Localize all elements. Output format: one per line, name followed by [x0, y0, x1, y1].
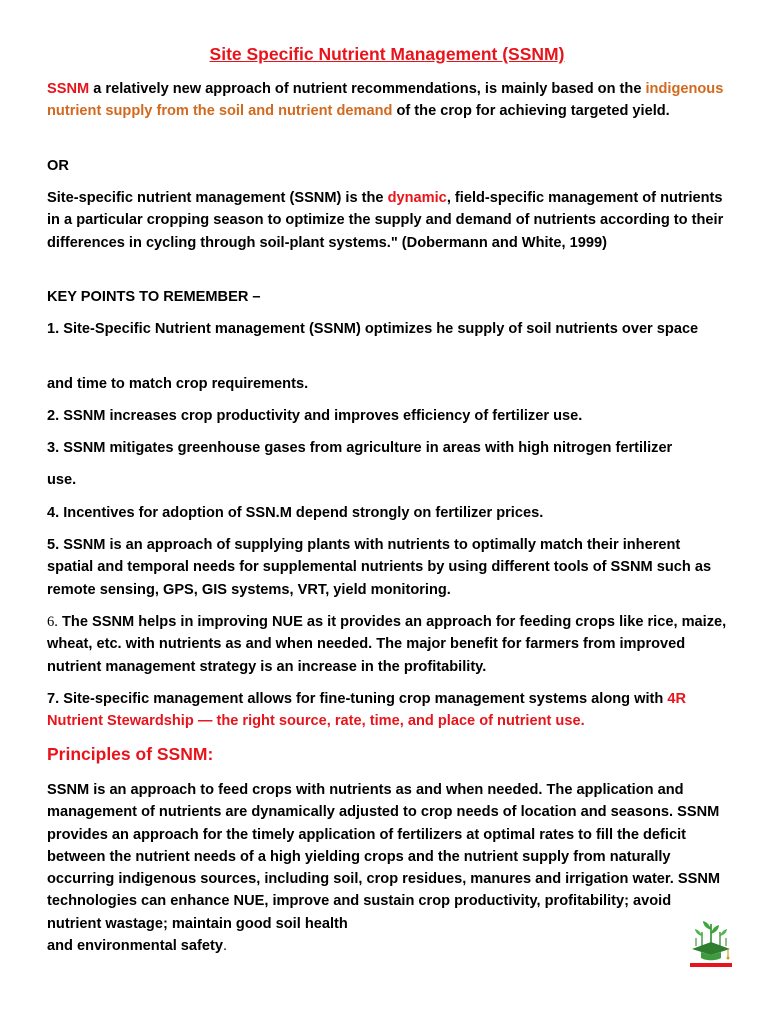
point-6-text: The SSNM helps in improving NUE as it provides an approach for feeding crops like rice, maize, wheat, etc. with nutrients as and when needed. The major benefit for farmers from improved nutrient management strategy is an increase in the profitability.: [47, 614, 727, 675]
graduation-cap-plant-logo-icon: [688, 918, 734, 968]
point-7-text: 7. Site-specific management allows for fine-tuning crop management systems along with: [47, 691, 668, 707]
point-7: [47, 688, 727, 733]
point-1-line-2: and time to match crop requirements.: [47, 376, 309, 392]
point-2: 2. SSNM increases crop productivity and improves efficiency of fertilizer use.: [47, 408, 583, 424]
point-7-4r-stewardship: 4R Nutrient Stewardship — the right source, rate, time, and place of nutrient use.: [47, 691, 687, 730]
principles-heading: Principles of SSNM:: [47, 744, 214, 764]
point-3-line-2: use.: [47, 472, 77, 488]
point-6-number: 6.: [47, 614, 58, 630]
principles-period: .: [223, 938, 228, 955]
intro-ssnm: SSNM: [47, 81, 90, 97]
principles-text: SSNM is an approach to feed crops with nutrients as and when needed. The application and management of nutrients are dynamically adjusted to crop needs of location and seasons. SSNM provides an approach for the timely application of fertilizers at optimal rates to fill the deficit between the nutrient needs of a high yielding crops and the nutrient supply from naturally occurring indigenous sources, including soil, crop residues, manures and irrigation water. SSNM technologies can enhance NUE, improve and sustain crop productivity, profitability; avoid nutrient wastage; maintain good soil health: [47, 782, 721, 932]
definition-paragraph: [47, 187, 727, 254]
definition-text-1: Site-specific nutrient management (SSNM) is the: [47, 190, 388, 206]
intro-text-2: of the crop for achieving targeted yield.: [392, 103, 670, 120]
point-4: 4. Incentives for adoption of SSN.M depend strongly on fertilizer prices.: [47, 505, 544, 521]
point-5: 5. SSNM is an approach of supplying plants with nutrients to optimally match their inherent spatial and temporal needs for supplemental nutrients by using different tools of SSNM such as remote sensing, GPS, GIS systems, VRT, yield monitoring.: [47, 537, 712, 598]
document-title: Site Specific Nutrient Management (SSNM): [209, 44, 565, 64]
intro-text-1: a relatively new approach of nutrient recommendations, is mainly based on the: [89, 81, 646, 97]
intro-highlight: indigenous nutrient supply from the soil and nutrient demand: [47, 81, 724, 120]
principles-paragraph: [47, 779, 727, 957]
principles-end: and environmental safety: [47, 938, 223, 955]
point-6: [47, 611, 727, 678]
point-1-line-1: 1. Site-Specific Nutrient management (SSNM) optimizes he supply of soil nutrients over space: [47, 321, 699, 337]
definition-dynamic: dynamic: [387, 190, 447, 206]
definition-text-2: , field-specific management of nutrients in a particular cropping season to optimize the supply and demand of nutrients according to their differences in cycling through soil-plant systems." (Dobermann and White, 1999): [47, 190, 724, 251]
point-3-line-1: 3. SSNM mitigates greenhouse gases from agriculture in areas with high nitrogen fertilizer: [47, 440, 673, 456]
key-points-heading: KEY POINTS TO REMEMBER –: [47, 289, 261, 305]
intro-paragraph: [47, 78, 727, 123]
or-separator: OR: [47, 158, 69, 174]
